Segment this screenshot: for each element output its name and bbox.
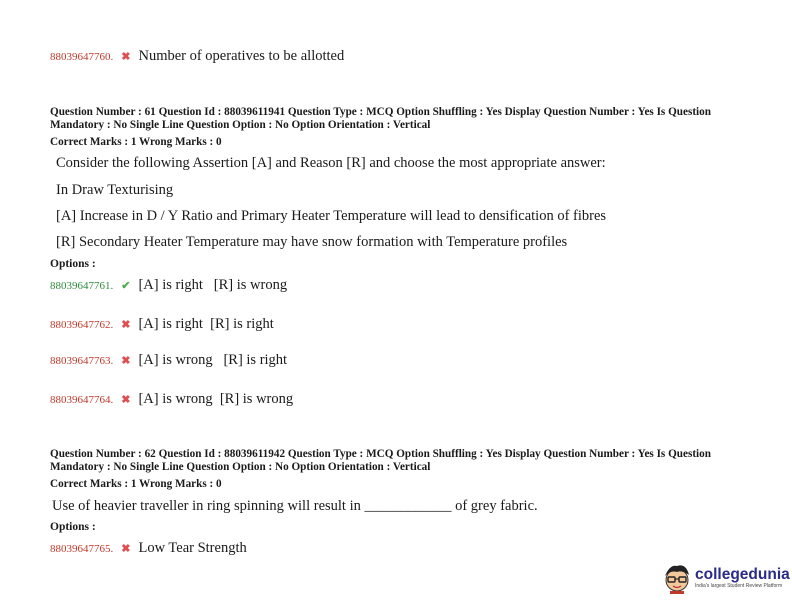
option-row: [50, 539, 247, 557]
option-text: [A] is wrong [R] is wrong: [138, 391, 294, 407]
option-text: [A] is wrong [R] is right: [138, 352, 288, 368]
option-id: 88039647764.: [50, 394, 114, 406]
cross-icon: ✖: [121, 394, 131, 406]
option-text: [A] is right [R] is wrong: [138, 277, 288, 293]
options-label: Options :: [50, 521, 96, 533]
option-id: 88039647763.: [50, 355, 114, 367]
cross-icon: ✖: [121, 51, 131, 63]
option-text: Number of operatives to be allotted: [138, 48, 345, 64]
question-text-line: In Draw Texturising: [56, 182, 174, 198]
options-label: Options :: [50, 258, 96, 270]
option-row: [50, 351, 287, 369]
cross-icon: ✖: [121, 543, 131, 555]
question-marks: Correct Marks : 1 Wrong Marks : 0: [50, 478, 222, 490]
brand-tagline: India's largest Student Review Platform: [695, 582, 783, 589]
option-row: [50, 390, 293, 408]
question-text-line: Use of heavier traveller in ring spinning will result in ____________ of grey fabric.: [52, 498, 538, 514]
cross-icon: ✖: [121, 355, 131, 367]
brand-name: collegedunia: [695, 565, 790, 583]
option-id: 88039647761.: [50, 280, 114, 292]
option-row: [50, 276, 287, 294]
option-text: Low Tear Strength: [138, 540, 247, 556]
cross-icon: ✖: [121, 319, 131, 331]
question-text-line: Consider the following Assertion [A] and Reason [R] and choose the most appropriate answer:: [56, 155, 606, 171]
question-meta: Question Number : 62 Question Id : 88039611942 Question Type : MCQ Option Shuffling : Yes Display Question Number : Yes Is Question Mandatory : No Single Line Question Option : No Option Orientation : Vertical: [50, 448, 711, 473]
option-row: [50, 315, 274, 333]
option-text: [A] is right [R] is right: [138, 316, 274, 332]
option-row: [50, 47, 344, 65]
option-id: 88039647760.: [50, 51, 114, 63]
question-meta: Question Number : 61 Question Id : 88039611941 Question Type : MCQ Option Shuffling : Yes Display Question Number : Yes Is Question Mandatory : No Single Line Question Option : No Option Orientation : Vertical: [50, 106, 711, 131]
question-marks: Correct Marks : 1 Wrong Marks : 0: [50, 136, 222, 148]
option-id: 88039647762.: [50, 319, 114, 331]
question-text-line: [A] Increase in D / Y Ratio and Primary Heater Temperature will lead to densification of fibres: [56, 208, 607, 224]
brand-logo: [662, 562, 790, 594]
mascot-icon: [662, 562, 692, 594]
option-id: 88039647765.: [50, 543, 114, 555]
question-text-line: [R] Secondary Heater Temperature may have snow formation with Temperature profiles: [56, 234, 568, 250]
check-icon: ✔: [121, 280, 131, 292]
